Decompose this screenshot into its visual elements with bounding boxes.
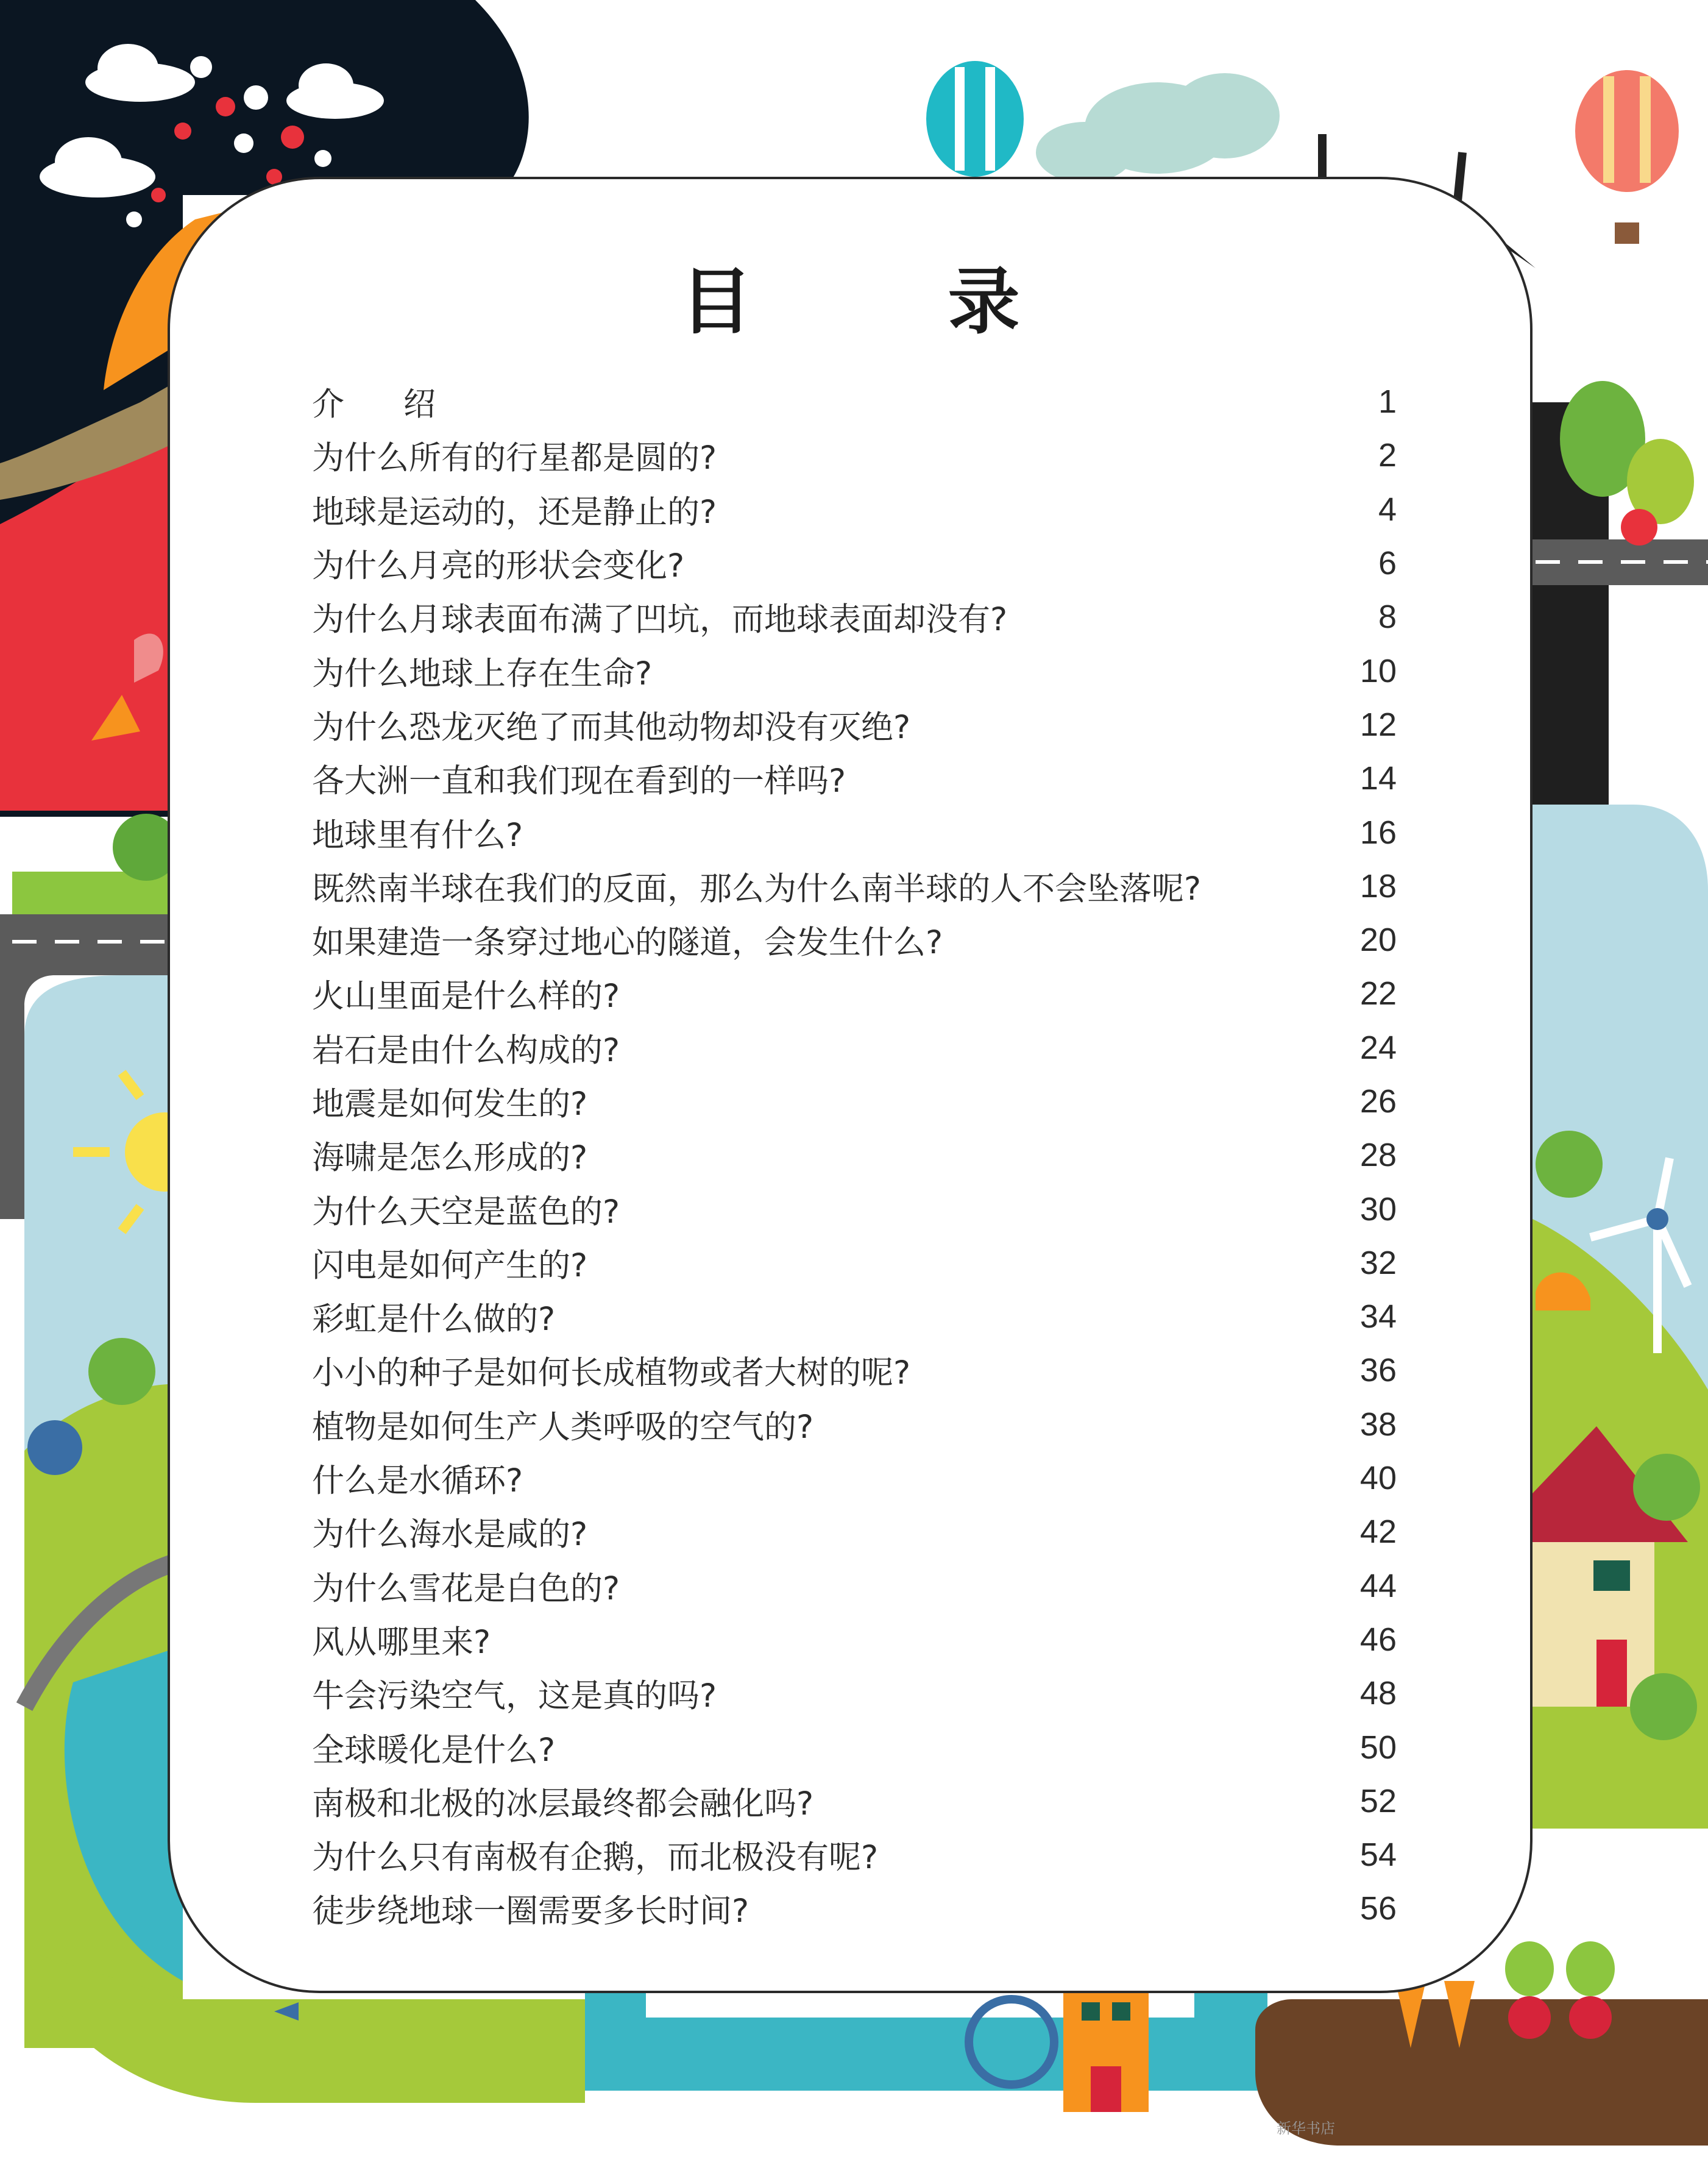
toc-entry-title: 什么是水循环? <box>312 1462 523 1500</box>
toc-entry[interactable] <box>312 1613 1397 1666</box>
toc-entry-title: 南极和北极的冰层最终都会融化吗? <box>312 1785 814 1822</box>
toc-entry[interactable] <box>312 536 1397 590</box>
toc-entry-page: 22 <box>1359 975 1397 1012</box>
hot-air-balloon-icon <box>926 61 1024 177</box>
toc-entry-page: 24 <box>1359 1029 1397 1066</box>
table-of-contents <box>312 375 1397 1936</box>
toc-entry[interactable] <box>312 1343 1397 1397</box>
tree-icon <box>1536 1131 1603 1198</box>
toc-entry-page: 40 <box>1359 1460 1397 1497</box>
toc-entry-page: 14 <box>1359 760 1397 797</box>
toc-entry-page: 46 <box>1359 1621 1397 1658</box>
toc-entry[interactable] <box>312 1720 1397 1774</box>
toc-entry-page: 50 <box>1359 1729 1397 1766</box>
hot-air-balloon-icon <box>1575 70 1679 244</box>
toc-entry[interactable] <box>312 428 1397 482</box>
toc-entry[interactable] <box>312 1774 1397 1828</box>
toc-entry-page: 52 <box>1359 1782 1397 1819</box>
toc-entry-title: 地球里有什么? <box>312 816 523 854</box>
toc-entry-page: 44 <box>1359 1567 1397 1604</box>
toc-entry-title: 全球暖化是什么? <box>312 1731 556 1769</box>
toc-entry-page: 20 <box>1359 922 1397 959</box>
toc-entry[interactable] <box>312 1666 1397 1720</box>
toc-entry-title: 风从哪里来? <box>312 1623 491 1661</box>
toc-entry-title: 闪电是如何产生的? <box>312 1246 588 1284</box>
toc-entry-page: 6 <box>1378 545 1397 582</box>
toc-entry[interactable] <box>312 483 1397 536</box>
toc-entry-page: 54 <box>1359 1836 1397 1874</box>
toc-entry-page: 4 <box>1378 491 1397 528</box>
toc-entry[interactable] <box>312 1505 1397 1559</box>
toc-entry-page: 1 <box>1378 383 1397 421</box>
toc-entry-title: 为什么月球表面布满了凹坑，而地球表面却没有? <box>312 601 1008 639</box>
toc-entry-title: 为什么雪花是白色的? <box>312 1570 620 1607</box>
toc-entry-title: 介 绍 <box>312 386 460 424</box>
toc-entry-title: 各大洲一直和我们现在看到的一样吗? <box>312 763 846 800</box>
toc-entry-page: 8 <box>1378 599 1397 636</box>
toc-entry[interactable] <box>312 913 1397 967</box>
toc-entry[interactable] <box>312 967 1397 1020</box>
toc-entry[interactable] <box>312 752 1397 805</box>
toc-entry[interactable] <box>312 1828 1397 1882</box>
toc-entry[interactable] <box>312 1182 1397 1236</box>
toc-entry[interactable] <box>312 590 1397 644</box>
toc-entry-title: 海啸是怎么形成的? <box>312 1139 588 1177</box>
toc-entry-title: 地球是运动的，还是静止的? <box>312 493 717 531</box>
toc-entry-title: 为什么月亮的形状会变化? <box>312 547 685 585</box>
toc-entry[interactable] <box>312 805 1397 859</box>
toc-entry[interactable] <box>312 1021 1397 1075</box>
watermark-logo: 新华书店 <box>1277 2121 1335 2137</box>
toc-entry-title: 为什么恐龙灭绝了而其他动物却没有灭绝? <box>312 708 911 746</box>
toc-entry-page: 28 <box>1359 1137 1397 1174</box>
toc-entry[interactable] <box>312 1075 1397 1128</box>
clouds-icon <box>1036 73 1280 183</box>
toc-entry-title: 牛会污染空气，这是真的吗? <box>312 1677 717 1715</box>
toc-entry-title: 为什么只有南极有企鹅，而北极没有呢? <box>312 1839 879 1877</box>
toc-entry-title: 既然南半球在我们的反面，那么为什么南半球的人不会坠落呢? <box>312 870 1202 908</box>
page-title: 目 录 <box>680 259 1105 344</box>
toc-entry[interactable] <box>312 644 1397 697</box>
toc-entry-page: 10 <box>1359 652 1397 689</box>
toc-entry[interactable] <box>312 1398 1397 1451</box>
toc-entry-page: 34 <box>1359 1298 1397 1335</box>
toc-entry[interactable] <box>312 1451 1397 1505</box>
toc-entry-title: 岩石是由什么构成的? <box>312 1031 620 1069</box>
toc-entry-title: 如果建造一条穿过地心的隧道，会发生什么? <box>312 924 943 962</box>
toc-entry-page: 38 <box>1359 1406 1397 1443</box>
toc-entry-title: 地震是如何发生的? <box>312 1086 588 1123</box>
toc-entry-page: 30 <box>1359 1190 1397 1228</box>
tree-icon <box>1630 1673 1697 1740</box>
toc-entry-page: 42 <box>1359 1513 1397 1551</box>
toc-entry[interactable] <box>312 1128 1397 1182</box>
toc-entry-title: 为什么海水是咸的? <box>312 1516 588 1554</box>
toc-entry[interactable] <box>312 1882 1397 1935</box>
toc-entry-title: 植物是如何生产人类呼吸的空气的? <box>312 1408 814 1446</box>
toc-entry-page: 26 <box>1359 1083 1397 1120</box>
toc-entry[interactable] <box>312 375 1397 428</box>
toc-entry-title: 为什么所有的行星都是圆的? <box>312 439 717 477</box>
toc-entry[interactable] <box>312 1290 1397 1343</box>
toc-entry-page: 12 <box>1359 706 1397 743</box>
tree-icon <box>88 1338 155 1405</box>
toc-entry-title: 彩虹是什么做的? <box>312 1301 556 1339</box>
toc-entry-page: 56 <box>1359 1890 1397 1927</box>
toc-entry-title: 为什么天空是蓝色的? <box>312 1193 620 1231</box>
toc-entry[interactable] <box>312 859 1397 913</box>
toc-entry-page: 36 <box>1359 1352 1397 1389</box>
tree-icon <box>1633 1454 1700 1521</box>
toc-entry[interactable] <box>312 698 1397 752</box>
toc-entry-title: 为什么地球上存在生命? <box>312 655 653 692</box>
toc-entry-title: 小小的种子是如何长成植物或者大树的呢? <box>312 1354 911 1392</box>
toc-entry-page: 16 <box>1359 814 1397 851</box>
building-icon <box>1063 1990 1149 2112</box>
toc-entry[interactable] <box>312 1559 1397 1613</box>
toc-entry-page: 48 <box>1359 1675 1397 1712</box>
toc-entry-page: 18 <box>1359 867 1397 905</box>
toc-entry[interactable] <box>312 1236 1397 1290</box>
toc-entry-title: 火山里面是什么样的? <box>312 978 620 1015</box>
toc-entry-page: 32 <box>1359 1244 1397 1281</box>
toc-entry-page: 2 <box>1378 437 1397 474</box>
toc-entry-title: 徒步绕地球一圈需要多长时间? <box>312 1893 749 1930</box>
